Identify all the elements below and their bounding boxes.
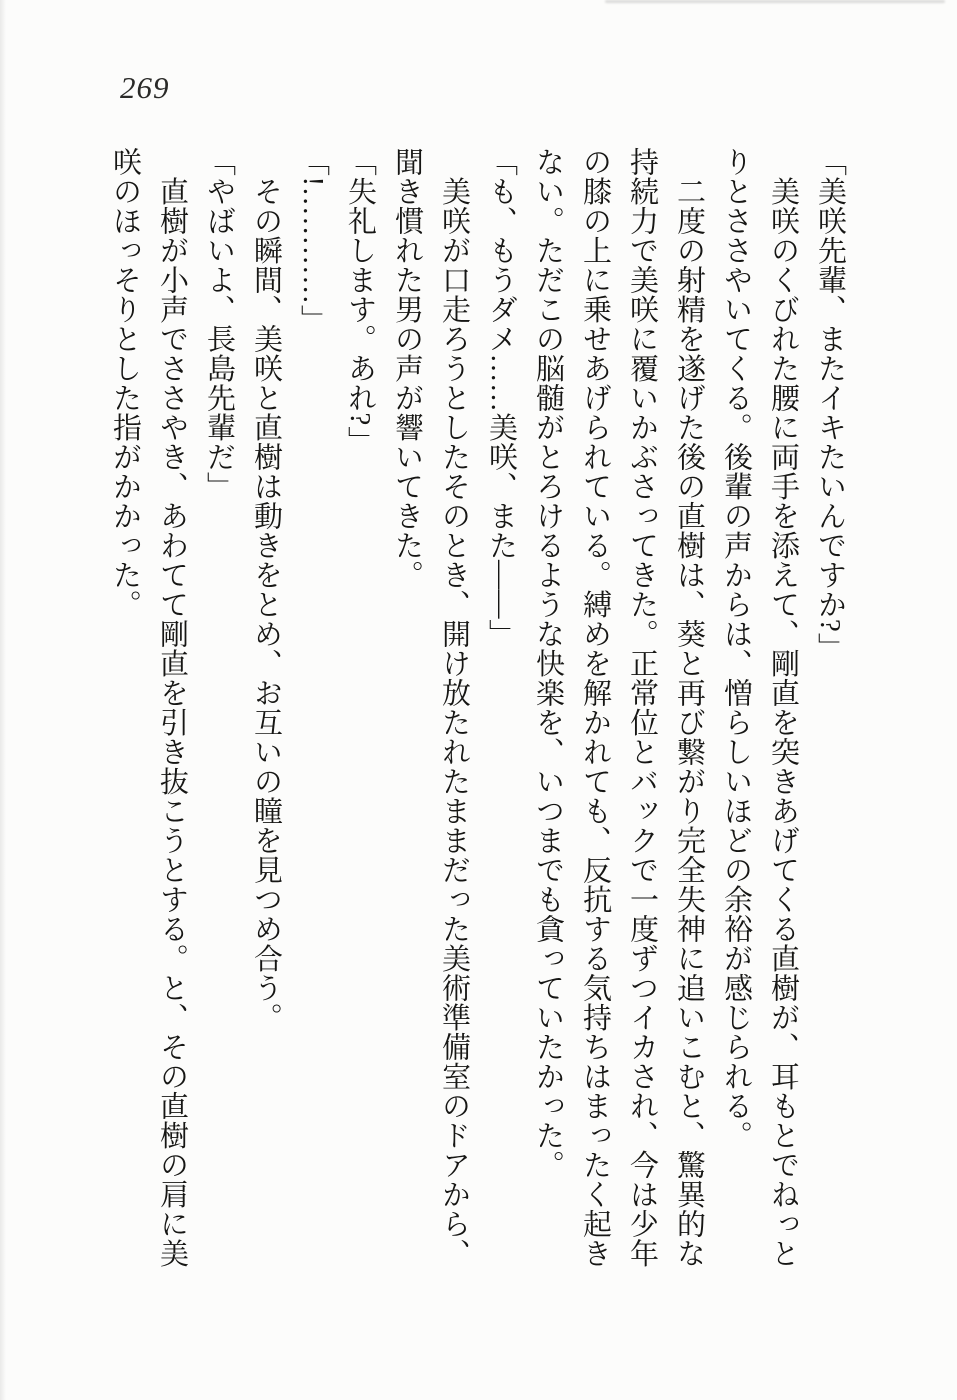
text-line: 美咲が口走ろうとしたそのとき、開け放たれたままだった美術準備室のドアから、 [438, 147, 470, 1268]
text-line: 咲のほっそりとした指がかかった。 [109, 147, 141, 619]
text-line: 「!…………」 [297, 147, 329, 335]
text-line: その瞬間、美咲と直樹は動きをとめ、お互いの瞳を見つめ合う。 [250, 147, 282, 1032]
text-line: 「失礼します。あれ?」 [344, 147, 376, 456]
text-line: 聞き慣れた男の声が響いてきた。 [391, 147, 423, 590]
page-number: 269 [120, 70, 170, 105]
scan-artifact-top [605, 0, 945, 3]
body-text [101, 147, 853, 1268]
text-line: の膝の上に乗せあげられている。縛めを解かれても、反抗する気持ちはまったく起き [579, 147, 611, 1268]
text-line: 持続力で美咲に覆いかぶさってきた。正常位とバックで一度ずつイカされ、今は少年 [626, 147, 658, 1268]
text-line: 美咲のくびれた腰に両手を添えて、剛直を突きあげてくる直樹が、耳もとでねっと [767, 147, 799, 1268]
text-line: 「も、もうダメ……美咲、また――」 [485, 147, 517, 649]
text-line: 「美咲先輩、またイキたいんですか?」 [814, 147, 846, 662]
text-line: 直樹が小声でささやき、あわてて剛直を引き抜こうとする。と、その直樹の肩に美 [156, 147, 188, 1268]
text-line: りとささやいてくる。後輩の声からは、憎らしいほどの余裕が感じられる。 [720, 147, 752, 1150]
text-line: 「やばいよ、長島先輩だ」 [203, 147, 235, 501]
scan-artifact-left [0, 0, 6, 1400]
text-line: ない。ただこの脳髄がとろけるような快楽を、いつまでも貪っていたかった。 [532, 147, 564, 1180]
text-line: 二度の射精を遂げた後の直樹は、葵と再び繋がり完全失神に追いこむと、驚異的な [673, 147, 705, 1268]
